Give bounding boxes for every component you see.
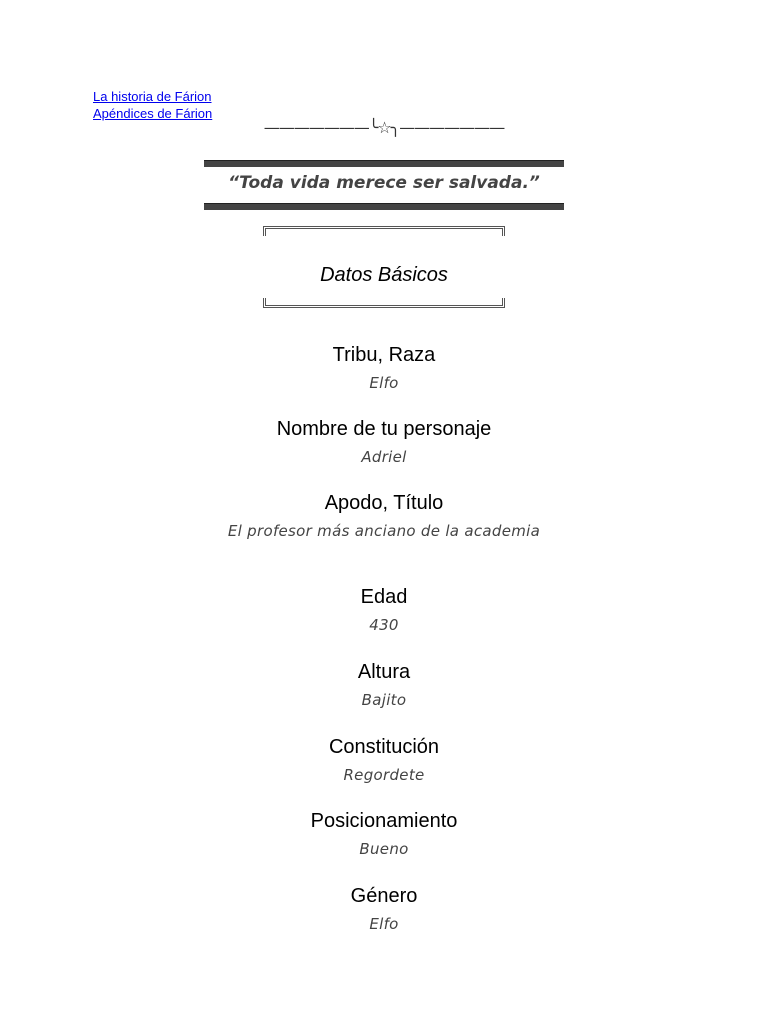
field-label: Género xyxy=(350,885,418,907)
field-label: Nombre de tu personaje xyxy=(276,418,492,440)
field-value: Elfo xyxy=(369,915,399,933)
link-historia[interactable]: La historia de Fárion xyxy=(93,89,212,104)
field-constitucion xyxy=(0,735,768,784)
field-label: Altura xyxy=(357,661,411,683)
field-value: Elfo xyxy=(369,374,399,392)
quote-block xyxy=(204,160,564,210)
field-altura xyxy=(0,660,768,709)
field-posicionamiento xyxy=(0,809,768,858)
field-value: Bueno xyxy=(359,840,409,858)
field-label: Apodo, Título xyxy=(324,492,444,514)
field-genero xyxy=(0,884,768,933)
section-frame-bottom xyxy=(263,298,505,308)
field-value: Regordete xyxy=(343,766,425,784)
star-ornament: ———————╰☆╮——————— xyxy=(263,118,505,137)
quote-bottom-rule xyxy=(204,203,564,210)
quote-top-rule xyxy=(204,160,564,167)
field-value: Bajito xyxy=(361,691,407,709)
field-label: Tribu, Raza xyxy=(332,344,436,366)
field-value: El profesor más anciano de la academia xyxy=(227,522,541,540)
field-value: 430 xyxy=(369,616,399,634)
field-nombre xyxy=(0,417,768,466)
field-label: Edad xyxy=(360,586,408,608)
field-value: Adriel xyxy=(361,448,407,466)
field-tribu xyxy=(0,343,768,392)
nav-links xyxy=(93,88,212,122)
section-title: Datos Básicos xyxy=(320,264,448,286)
field-label: Constitución xyxy=(328,736,440,758)
section-frame-top xyxy=(263,226,505,236)
field-apodo xyxy=(0,491,768,540)
link-apendices[interactable]: Apéndices de Fárion xyxy=(93,106,213,121)
field-edad xyxy=(0,585,768,634)
field-label: Posicionamiento xyxy=(310,810,458,832)
quote-text: “Toda vida merece ser salvada.” xyxy=(228,173,540,193)
